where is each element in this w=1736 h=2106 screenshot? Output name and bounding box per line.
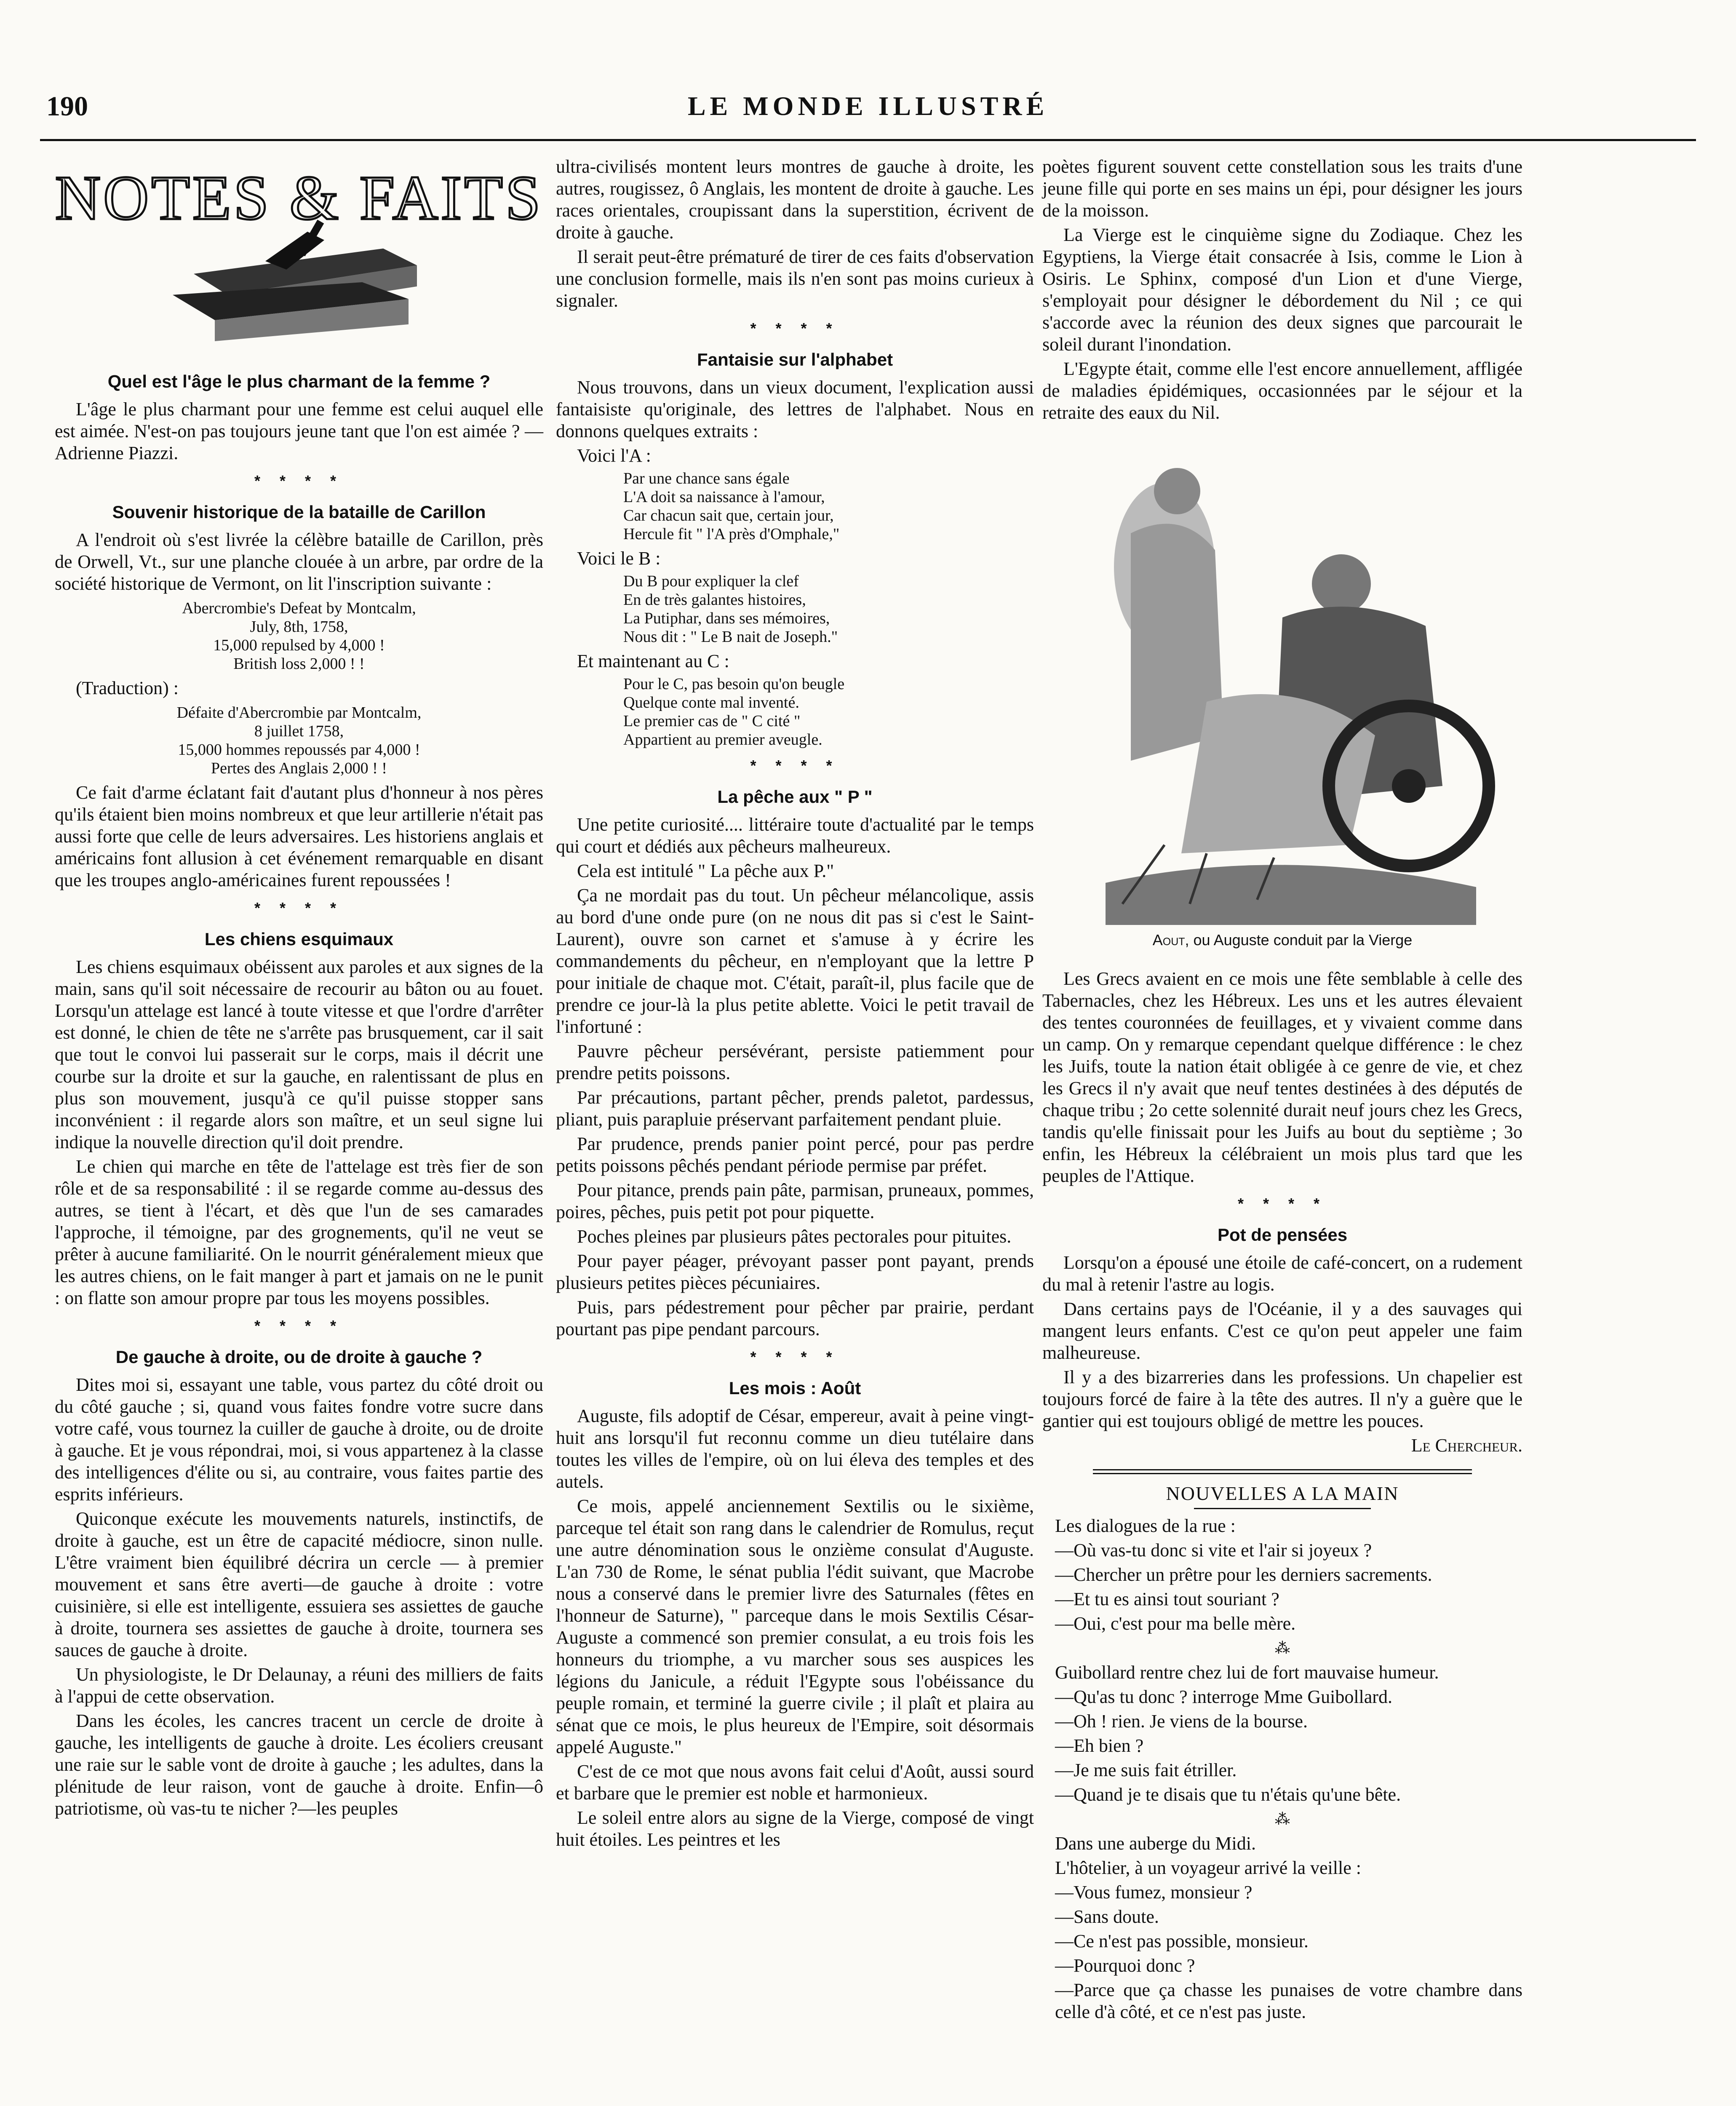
asterism: ⁂ <box>1275 1640 1290 1657</box>
engraving-graphic <box>1080 441 1485 925</box>
verse-line: L'A doit sa naissance à l'amour, <box>623 488 825 506</box>
asterism: ⁂ <box>1275 1811 1290 1828</box>
paragraph: Ce mois, appelé anciennement Sextilis ou le sixième, parceque tel était son rang dans le calendrier de Romulus, reçut une autre dénomination sous le onzième consulat d'Auguste. L'an 730 de Rome, le sénat publia l'édit suivant, que Macrobe nous a conservé dans le premier livre des Saturnales (fêtes en l'honneur de Saturne), " parceque dans le mois Sextilis César-Auguste a commencé son premier consulat, a eu trois fois les honneurs du triomphe, a vu marcher sous ses auspices les légions du Janicule, a réduit l'Egypte sous l'obéissance du peuple romain, et terminé la guerre civile ; il plaît et plaira au sénat que ce mois, le plus heureux de l'Empire, soit désormais appelé Auguste." <box>556 1496 1034 1757</box>
paragraph: Dans les écoles, les cancres tracent un cercle de droite à gauche, les intelligents de gauche à droite. Les écoliers creusant une raie sur le sable vont de droite à gauche ; les adultes, dans la plénitude de leur raison, vont de gauche à droite. Enfin—ô patriotisme, où vas-tu te nicher ?—les peuples <box>55 1710 543 1819</box>
dialog-line: —Et tu es ainsi tout souriant ? <box>1055 1589 1279 1609</box>
caption-title: Aout <box>1152 931 1185 949</box>
notes-faits-logo <box>55 156 543 354</box>
paragraph: La Vierge est le cinquième signe du Zodiaque. Chez les Egyptiens, la Vierge était consacrée à Isis, comme le Lion à Osiris. Le Sphinx, composé d'un Lion et d'une Vierge, s'employait pour désigner le débordement du Nil ; ce qui s'accorde avec la réunion des deux signes que parcourait le soleil durant l'inondation. <box>1042 224 1522 355</box>
paragraph: Les chiens esquimaux obéissent aux paroles et aux signes de la main, sans qu'il soit nécessaire de recourir au bâton ou au fouet. Lorsqu'un attelage est lancé à toute vitesse et que l'ordre d'arrêter est donné, le chien de tête ne s'arrête pas brusquement, car il sait que tout le convoi lui passerait sur le corps, mais il décrit une courbe sur la droite et sur la gauche, en ralentissant de plus en plus son mouvement, jusqu'à ce qu'il puisse stopper sans inconvénient : il regarde alors son maître, et un seul signe lui indique la nouvelle direction qu'il doit prendre. <box>55 957 543 1152</box>
dialog-line: —Parce que ça chasse les punaises de votre chambre dans celle d'à côté, et ce n'est pas juste. <box>1055 1980 1522 2022</box>
paragraph: poètes figurent souvent cette constellation sous les traits d'une jeune fille qui porte en ses mains un épi, pour désigner les jours de la moisson. <box>1042 156 1522 221</box>
paragraph: Poches pleines par plusieurs pâtes pectorales pour pituites. <box>577 1226 1012 1247</box>
dialog-line: —Pourquoi donc ? <box>1055 1955 1195 1976</box>
section-rule <box>1093 1469 1472 1474</box>
journal-title: LE MONDE ILLUSTRÉ <box>687 91 1049 121</box>
dialog-line: —Eh bien ? <box>1055 1735 1144 1756</box>
paragraph: Cela est intitulé " La pêche aux P." <box>577 861 834 881</box>
dialog-line: —Où vas-tu donc si vite et l'air si joyeux ? <box>1055 1540 1372 1561</box>
verse-line: Hercule fit " l'A près d'Omphale," <box>623 525 840 543</box>
verse-line: Le premier cas de " C cité " <box>623 712 801 730</box>
dialog-line: —Quand je te disais que tu n'étais qu'une bête. <box>1055 1784 1401 1805</box>
dialog-line: Les dialogues de la rue : <box>1055 1515 1236 1536</box>
column-2 <box>556 156 1034 1853</box>
section-divider: * * * * <box>254 899 344 917</box>
inscription-line: July, 8th, 1758, <box>250 618 348 636</box>
paragraph: C'est de ce mot que nous avons fait celui d'Août, aussi sourd et barbare que le premier est noble et harmonieux. <box>556 1761 1034 1804</box>
paragraph: Puis, pars pédestrement pour pêcher par prairie, perdant pourtant pas pipe pendant parcours. <box>556 1297 1034 1339</box>
paragraph: Le chien qui marche en tête de l'attelage est très fier de son rôle et de sa responsabilité : il se regarde comme au-dessus des autres, se tient à l'écart, et dès que l'un de ses camarades l'approche, il témoigne, par des grognements, qu'il ne veut se prêter à aucune familiarité. On le nourrit généralement mieux que les autres chiens, on le fait manger à part et jamais on ne le punit : on flatte son amour propre par tous les moyens possibles. <box>55 1156 543 1308</box>
paragraph: L'Egypte était, comme elle l'est encore annuellement, affligée de maladies épidémiques, occasionnées par le séjour et la retraite des eaux du Nil. <box>1042 358 1522 423</box>
verse-a <box>623 469 1034 543</box>
paragraph: Auguste, fils adoptif de César, empereur, avait à peine vingt-huit ans lorsqu'il fut reconnu comme un dieu tutélaire dans toutes les villes de l'empire, où on lui éleva des temples et des autels. <box>556 1406 1034 1492</box>
section-divider: * * * * <box>1237 1195 1327 1212</box>
section-title-carillon: Souvenir historique de la bataille de Carillon <box>112 502 486 522</box>
inscription-line: 15,000 repulsed by 4,000 ! <box>213 636 385 654</box>
paragraph: Par prudence, prends panier point percé, pour pas perdre petits poissons pêchés pendant période permise par préfet. <box>556 1133 1034 1176</box>
paragraph: ultra-civilisés montent leurs montres de gauche à droite, les autres, rougissez, ô Anglais, les montent de droite à gauche. Les races orientales, croupissant dans la superstition, écrivent de droite à gauche. <box>556 156 1034 243</box>
verse-label: Voici le B : <box>577 548 661 569</box>
paragraph: Quiconque exécute les mouvements naturels, instinctifs, de droite à gauche, est un être de capacité médiocre, sinon nulle. L'être vraiment bien équilibré décrira un cercle — à premier mouvement et sans être averti—de gauche à droite : votre cuisinière, si elle est intelligente, essuiera ses assiettes de gauche à droite, tournera ses assiettes de gauche à droite, tournera ses sauces de gauche à droite. <box>55 1508 543 1660</box>
logo-title: NOTES & FAITS <box>55 163 543 233</box>
paragraph: L'âge le plus charmant pour une femme est celui auquel elle est aimée. N'est-on pas toujours jeune tant que l'on est aimée ? —Adrienne Piazzi. <box>55 399 543 463</box>
paragraph: Ça ne mordait pas du tout. Un pêcheur mélancolique, assis au bord d'une onde pure (on ne nous dit pas si c'est le Saint-Laurent), ouvre son carnet et s'amuse à y écrire les commandements du pêcheur, en n'employant que la lettre P pour initiale de chaque mot. C'était, paraît-il, plus facile que de prendre ce jour-là la plus petite ablette. Voici le petit travail de l'infortuné : <box>556 885 1034 1037</box>
dialog-line: —Oh ! rien. Je viens de la bourse. <box>1055 1711 1308 1732</box>
section-divider: * * * * <box>254 1317 344 1334</box>
paragraph: Le soleil entre alors au signe de la Vierge, composé de vingt huit étoiles. Les peintres et les <box>556 1807 1034 1850</box>
inscription-line: Pertes des Anglais 2,000 ! ! <box>211 759 387 777</box>
verse-line: En de très galantes histoires, <box>623 591 806 609</box>
dialog-line: —Chercher un prêtre pour les derniers sacrements. <box>1055 1564 1432 1585</box>
verse-label: Voici l'A : <box>577 445 651 466</box>
title-underline <box>1194 1508 1371 1509</box>
paragraph: Les Grecs avaient en ce mois une fête semblable à celle des Tabernacles, chez les Hébreux. Les uns et les autres élevaient des tentes couronnées de feuillages, et y vivaient comme dans un camp. On y remarque cependant quelque différence : le chez les Juifs, toute la nation était obligée à ce genre de vie, et chez les Grecs il n'y avait que neuf tentes destinées à des députés de chaque tribu ; 2o cette solennité durait neuf jours chez les Grecs, tandis qu'elle finissait pour les Juifs au bout du septième ; 3o enfin, les Hébreux la célébraient un mois plus tard que les peuples de l'Attique. <box>1042 968 1522 1186</box>
section-title-nouvelles: NOUVELLES A LA MAIN <box>1166 1483 1399 1504</box>
inscription-line: 15,000 hommes repoussés par 4,000 ! <box>178 741 420 759</box>
dialog-line: Dans une auberge du Midi. <box>1055 1833 1256 1854</box>
paragraph: Il serait peut-être prématuré de tirer de ces faits d'observation une conclusion formelle, mais ils n'en sont pas moins curieux à signaler. <box>556 246 1034 311</box>
page-header <box>0 91 1736 141</box>
verse-line: Car chacun sait que, certain jour, <box>623 507 834 524</box>
verse-line: Du B pour expliquer la clef <box>623 572 799 590</box>
inscription-line: Abercrombie's Defeat by Montcalm, <box>182 599 416 617</box>
verse-line: Par une chance sans égale <box>623 470 790 487</box>
translation-label: (Traduction) : <box>76 678 179 698</box>
nouvelles-dialogs <box>1042 1515 1522 2023</box>
section-divider: * * * * <box>254 472 344 489</box>
dialog-line: —Ce n'est pas possible, monsieur. <box>1055 1931 1309 1951</box>
section-title-pensees: Pot de pensées <box>1217 1225 1348 1245</box>
section-divider: * * * * <box>750 320 840 337</box>
verse-b <box>623 572 1034 646</box>
dialog-line: —Je me suis fait étriller. <box>1055 1760 1237 1780</box>
dialog-line: L'hôtelier, à un voyageur arrivé la veille : <box>1055 1857 1361 1878</box>
paragraph: Nous trouvons, dans un vieux document, l'explication aussi fantaisiste qu'originale, des lettres de l'alphabet. Nous en donnons quelques extraits : <box>556 377 1034 441</box>
paragraph: Lorsqu'on a épousé une étoile de café-concert, on a rudement du mal à retenir l'astre au logis. <box>1042 1252 1522 1295</box>
paragraph: Un physiologiste, le Dr Delaunay, a réuni des milliers de faits à l'appui de cette observation. <box>55 1664 543 1707</box>
section-title-chiens: Les chiens esquimaux <box>204 929 394 949</box>
section-title-age: Quel est l'âge le plus charmant de la femme ? <box>107 371 491 391</box>
dialog-line: —Vous fumez, monsieur ? <box>1055 1882 1253 1903</box>
dialog-line: —Sans doute. <box>1055 1906 1159 1927</box>
logo-graphic <box>55 156 543 354</box>
inscription-english <box>55 599 543 673</box>
column-1 <box>55 156 543 1822</box>
section-title-aout: Les mois : Août <box>729 1378 861 1398</box>
paragraph: Ce fait d'arme éclatant fait d'autant plus d'honneur à nos pères qu'ils étaient bien moins nombreux et que leur artillerie n'était pas aussi forte que celle de leurs adversaires. Les historiens anglais et américains font allusion à cet événement remarquable en disant que les troupes anglo-américaines furent repoussées ! <box>55 782 543 890</box>
verse-label: Et maintenant au C : <box>577 651 729 671</box>
section-divider: * * * * <box>750 1348 840 1366</box>
caption-text: , ou Auguste conduit par la Vierge <box>1185 931 1413 949</box>
column-3 <box>1042 156 1522 2026</box>
verse-line: Appartient au premier aveugle. <box>623 731 823 748</box>
inscription-line: British loss 2,000 ! ! <box>233 655 365 673</box>
paragraph: Pour pitance, prends pain pâte, parmisan, pruneaux, pommes, poires, pêches, puis petit pot pour piquette. <box>556 1180 1034 1222</box>
paragraph: Pauvre pêcheur persévérant, persiste patiemment pour prendre petits poissons. <box>556 1041 1034 1083</box>
page-number: 190 <box>46 91 88 122</box>
paragraph: Par précautions, partant pêcher, prends paletot, pardessus, pliant, puis parapluie préservant parfaitement pendant pluie. <box>556 1087 1034 1130</box>
inscription-french <box>55 703 543 778</box>
engraving-caption <box>1042 929 1522 951</box>
august-virgin-chariot-engraving <box>1080 441 1485 925</box>
dialog-line: Guibollard rentre chez lui de fort mauvaise humeur. <box>1055 1662 1439 1683</box>
section-title-gauche-droite: De gauche à droite, ou de droite à gauche ? <box>115 1347 483 1367</box>
paragraph: Il y a des bizarreries dans les professions. Un chapelier est toujours forcé de faire à la tête des autres. Il n'y a guère que le gantier qui est toujours obligé de mettre les pouces. <box>1042 1367 1522 1431</box>
paragraph: A l'endroit où s'est livrée la célèbre bataille de Carillon, près de Orwell, Vt., sur une planche clouée à un arbre, par ordre de la société historique de Vermont, on lit l'inscription suivante : <box>55 529 543 594</box>
signature: Le Chercheur. <box>1411 1435 1522 1456</box>
section-title-peche: La pêche aux " P " <box>717 787 873 807</box>
paragraph: Dans certains pays de l'Océanie, il y a des sauvages qui mangent leurs enfants. C'est ce qu'on peut appeler une faim malheureuse. <box>1042 1299 1522 1363</box>
verse-line: Nous dit : " Le B nait de Joseph." <box>623 628 838 646</box>
verse-line: Quelque conte mal inventé. <box>623 694 799 711</box>
paragraph: Dites moi si, essayant une table, vous partez du côté droit ou du côté gauche ; si, quand vous faites fondre votre sucre dans votre café, vous tournez la cuiller de gauche à droite, ou de droite à gauche. Et je vous répondrai, moi, si vous appartenez à la classe des intelligences d'élite ou si, au contraire, vous faites partie des esprits inférieurs. <box>55 1374 543 1505</box>
section-title-alphabet: Fantaisie sur l'alphabet <box>697 350 893 369</box>
header-rule <box>40 139 1696 141</box>
paragraph: Pour payer péager, prévoyant passer pont payant, prends plusieurs petites pièces pécuniaires. <box>556 1251 1034 1293</box>
inscription-line: Défaite d'Abercrombie par Montcalm, <box>176 704 422 722</box>
dialog-line: —Oui, c'est pour ma belle mère. <box>1055 1613 1296 1634</box>
inscription-line: 8 juillet 1758, <box>254 722 344 740</box>
dialog-line: —Qu'as tu donc ? interroge Mme Guibollard. <box>1055 1686 1392 1707</box>
verse-line: La Putiphar, dans ses mémoires, <box>623 609 830 627</box>
paragraph: Une petite curiosité.... littéraire toute d'actualité par le temps qui court et dédiés aux pêcheurs malheureux. <box>556 814 1034 857</box>
section-divider: * * * * <box>750 757 840 774</box>
verse-c <box>623 675 1034 749</box>
verse-line: Pour le C, pas besoin qu'on beugle <box>623 675 845 693</box>
